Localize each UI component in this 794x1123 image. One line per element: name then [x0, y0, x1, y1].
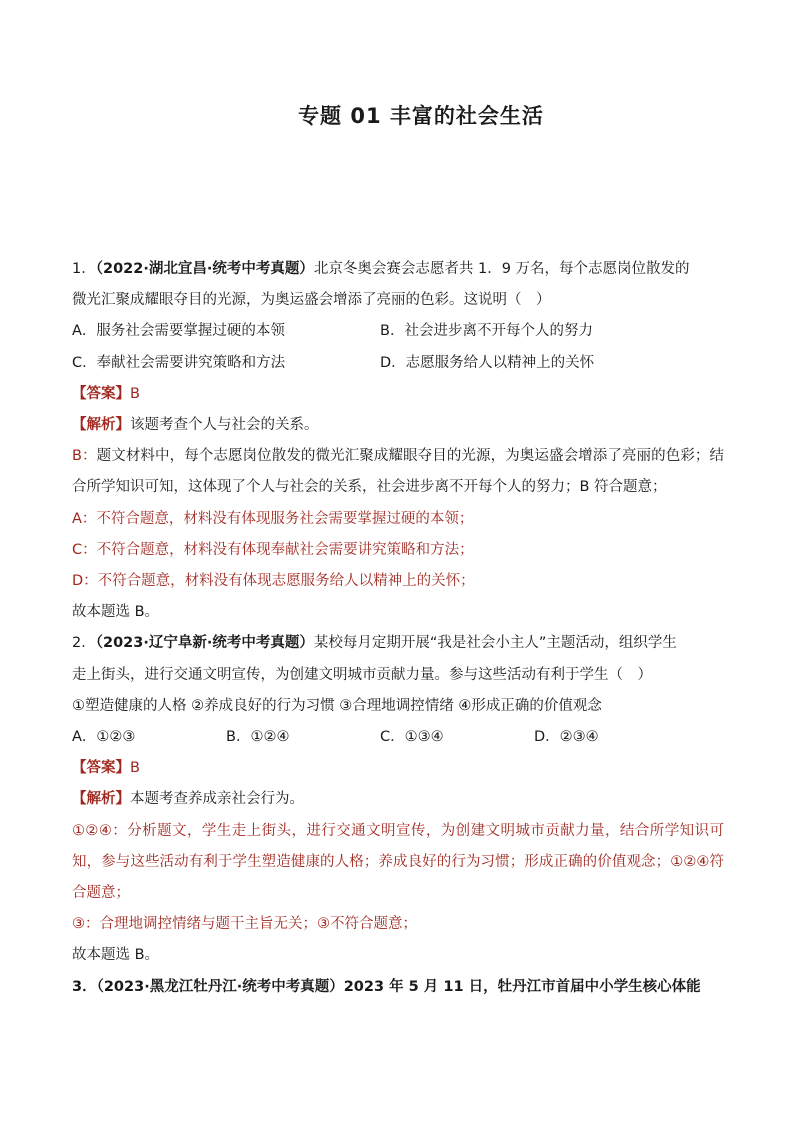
q2-analysis-p2: ③：合理地调控情绪与题干主旨无关；③不符合题意； [72, 916, 417, 933]
q1-answer-label: 【答案】 [72, 385, 130, 402]
q1-analysis-b [72, 441, 724, 503]
q1-option-a: A．服务社会需要掌握过硬的本领 [72, 323, 285, 340]
q1-option-c: C．奉献社会需要讲究策略和方法 [72, 354, 286, 371]
q1-stem-line-1 [72, 254, 724, 285]
q3-stem-line-1 [72, 972, 724, 1003]
q3-number: 3． [72, 978, 97, 995]
q2-option-c: C．①③④ [380, 729, 444, 746]
q2-analysis-p1: ①②④：分析题文，学生走上街头，进行交通文明宣传，为创建文明城市贡献力量，结合所学知识可知，参与这些活动有利于学生塑造健康的人格；养成良好的行为习惯；形成正确的价值观念；①②④符合题意； [72, 822, 724, 902]
q1-option-b: B．社会进步离不开每个人的努力 [380, 323, 593, 340]
q3-source: （2023·黑龙江牡丹江·统考中考真题） [96, 978, 344, 995]
q2-option-b: B．①②④ [226, 729, 290, 746]
q1-answer-value: B [130, 385, 140, 402]
q1-options-row-2 [72, 348, 724, 379]
q1-options-row-1 [72, 316, 724, 347]
page-title: 专题 01 丰富的社会生活 [298, 104, 544, 128]
q1-analysis-a: A：不符合题意，材料没有体现服务社会需要掌握过硬的本领； [72, 510, 474, 527]
question-content [72, 254, 724, 1003]
q2-number: 2． [72, 635, 96, 652]
q1-option-d: D．志愿服务给人以精神上的关怀 [380, 354, 595, 371]
q2-conclusion: 故本题选 B。 [72, 947, 160, 964]
q2-analysis-text: 本题考查养成亲社会行为。 [130, 791, 304, 808]
q2-option-d: D．②③④ [534, 729, 599, 746]
q1-number: 1． [72, 261, 96, 277]
q1-analysis [72, 410, 724, 441]
q2-analysis-label: 【解析】 [72, 791, 130, 808]
q2-items: ①塑造健康的人格 ②养成良好的行为习惯 ③合理地调控情绪 ④形成正确的价值观念 [72, 697, 602, 714]
q1-b-text: 题文材料中，每个志愿岗位散发的微光汇聚成耀眼夺目的光源，为奥运盛会增添了亮丽的色彩；结合所学知识可知，这体现了个人与社会的关系，社会进步离不开每个人的努力；B 符合题意； [72, 448, 724, 496]
q1-stem-a: 北京冬奥会赛会志愿者共 1．9 万名，每个志愿岗位散发的 [313, 261, 690, 277]
q2-option-a: A．①②③ [72, 729, 136, 746]
q1-analysis-label: 【解析】 [72, 417, 130, 434]
q2-source: （2023·辽宁阜新·统考中考真题） [95, 635, 314, 652]
q1-source: （2022·湖北宜昌·统考中考真题） [95, 261, 314, 277]
q2-analysis [72, 784, 724, 815]
q1-stem-line-2: 微光汇聚成耀眼夺目的光源，为奥运盛会增添了亮丽的色彩。这说明（ ） [72, 292, 551, 309]
q2-answer-value: B [130, 760, 140, 777]
q1-analysis-d: D：不符合题意，材料没有体现志愿服务给人以精神上的关怀； [72, 573, 475, 590]
q2-stem-line-1 [72, 628, 724, 659]
q2-stem-a: 某校每月定期开展“我是社会小主人”主题活动，组织学生 [313, 635, 677, 652]
q1-analysis-text: 该题考查个人与社会的关系。 [130, 417, 319, 434]
q3-stem-a: 2023 年 5 月 11 日，牡丹江市首届中小学生核心体能 [343, 978, 701, 995]
q1-answer [72, 379, 724, 410]
q1-analysis-c: C：不符合题意，材料没有体现奉献社会需要讲究策略和方法； [72, 541, 474, 558]
q2-answer [72, 753, 724, 784]
q2-options-row [72, 722, 724, 753]
q2-stem-line-2: 走上街头，进行交通文明宣传，为创建文明城市贡献力量。参与这些活动有利于学生（ ） [72, 666, 652, 683]
q2-answer-label: 【答案】 [72, 760, 130, 777]
q1-conclusion: 故本题选 B。 [72, 604, 160, 621]
q1-b-prefix: B： [72, 448, 97, 465]
